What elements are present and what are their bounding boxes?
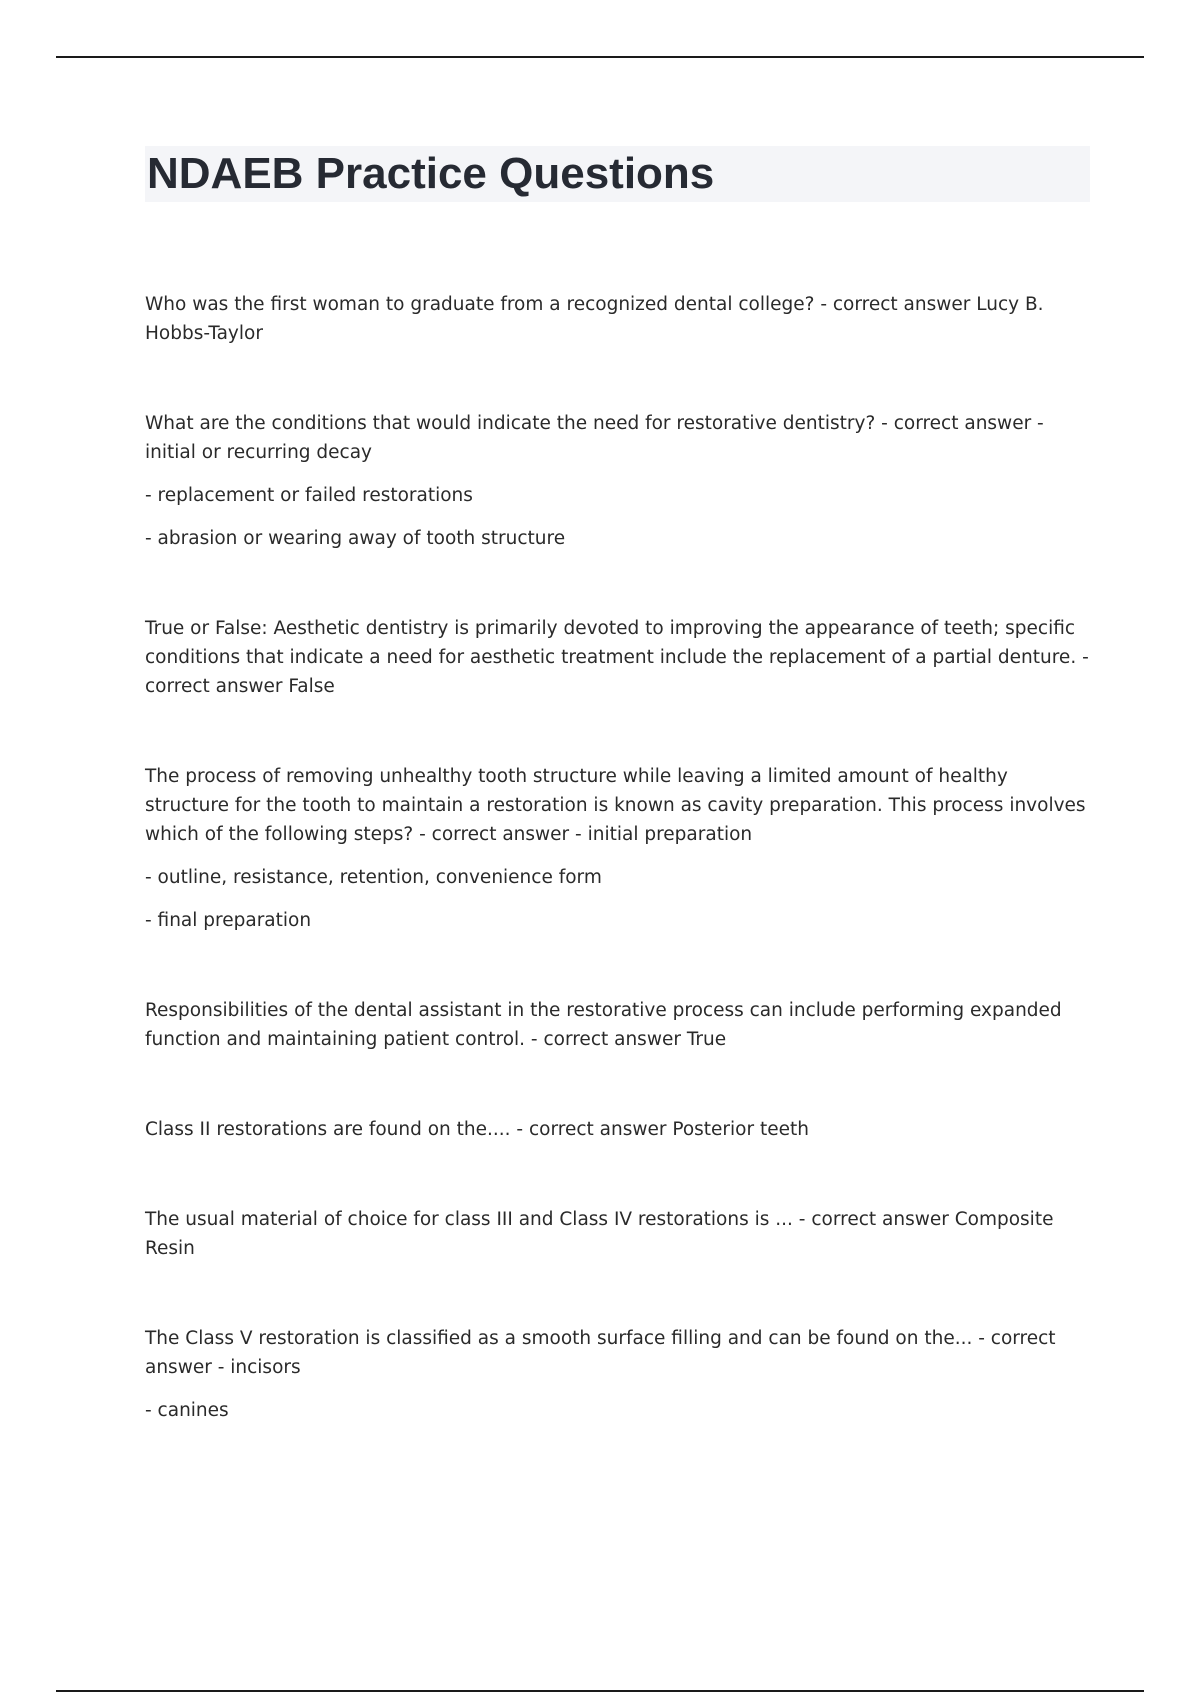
qa-bullet: - canines (145, 1400, 229, 1421)
qa-item (145, 996, 1090, 1054)
qa-bullet: - outline, resistance, retention, convenience form (145, 867, 602, 888)
qa-bullet: - final preparation (145, 910, 312, 931)
qa-text: Class II restorations are found on the.... - correct answer Posterior teeth (145, 1119, 809, 1140)
bottom-rule (56, 1690, 1144, 1692)
qa-text: What are the conditions that would indicate the need for restorative dentistry? - correct answer - initial or recurring decay (145, 413, 1044, 463)
qa-bullet: - replacement or failed restorations (145, 485, 473, 506)
qa-item (145, 409, 1090, 553)
top-rule (56, 56, 1144, 58)
qa-item (145, 1115, 1090, 1144)
qa-item (145, 1324, 1090, 1425)
qa-item (145, 290, 1090, 348)
qa-item (145, 1205, 1090, 1263)
page-title: NDAEB Practice Questions (145, 146, 1090, 202)
qa-text: The usual material of choice for class III and Class IV restorations is ... - correct answer Composite Resin (145, 1209, 1054, 1259)
qa-list (145, 290, 1090, 1486)
qa-text: True or False: Aesthetic dentistry is primarily devoted to improving the appearance of teeth; specific conditions that indicate a need for aesthetic treatment include the replacement of a partial denture. - correct answer False (145, 618, 1089, 697)
qa-item (145, 762, 1090, 935)
qa-text: The Class V restoration is classified as a smooth surface filling and can be found on the... - correct answer - incisors (145, 1328, 1056, 1378)
qa-text: Responsibilities of the dental assistant in the restorative process can include performing expanded function and maintaining patient control. - correct answer True (145, 1000, 1062, 1050)
qa-text: The process of removing unhealthy tooth structure while leaving a limited amount of healthy structure for the tooth to maintain a restoration is known as cavity preparation. This process involves which of the following steps? - correct answer - initial preparation (145, 766, 1086, 845)
qa-text: Who was the first woman to graduate from a recognized dental college? - correct answer Lucy B. Hobbs-Taylor (145, 294, 1044, 344)
qa-item (145, 614, 1090, 701)
qa-bullet: - abrasion or wearing away of tooth structure (145, 528, 566, 549)
